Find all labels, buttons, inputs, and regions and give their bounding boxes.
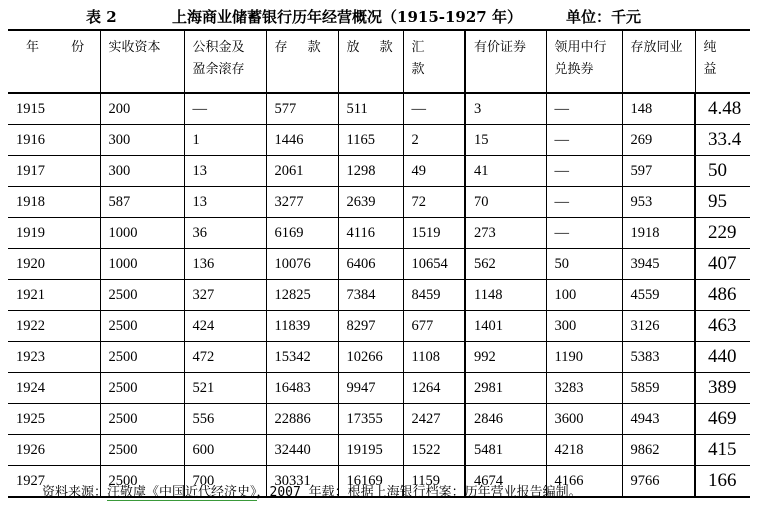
- table-caption: [0, 0, 760, 28]
- table-row: [8, 156, 750, 187]
- cell-reserves: 136: [184, 249, 266, 280]
- cell-reserves: 13: [184, 156, 266, 187]
- cell-remittances: 49: [403, 156, 465, 187]
- cell-net-profit: 389: [695, 373, 750, 404]
- bank-operations-table: [8, 29, 750, 498]
- cell-interbank: 953: [622, 187, 695, 218]
- cell-deposits: 15342: [266, 342, 338, 373]
- cell-year: 1926: [8, 435, 100, 466]
- column-header-reserves: 公积金及 盈余滚存: [184, 30, 266, 93]
- cell-year: 1921: [8, 280, 100, 311]
- table-row: [8, 187, 750, 218]
- cell-deposits: 2061: [266, 156, 338, 187]
- cell-securities: 4674: [465, 466, 546, 498]
- table-row: [8, 404, 750, 435]
- cell-paid-capital: 2500: [100, 435, 184, 466]
- cell-paid-capital: 2500: [100, 373, 184, 404]
- cell-interbank: 5383: [622, 342, 695, 373]
- cell-interbank: 5859: [622, 373, 695, 404]
- cell-securities: 2981: [465, 373, 546, 404]
- cell-remittances: 1108: [403, 342, 465, 373]
- cell-year: 1918: [8, 187, 100, 218]
- cell-loans: 9947: [338, 373, 403, 404]
- cell-securities: 15: [465, 125, 546, 156]
- cell-net-profit: 407: [695, 249, 750, 280]
- cell-loans: 1165: [338, 125, 403, 156]
- cell-year: 1916: [8, 125, 100, 156]
- cell-loans: 511: [338, 93, 403, 125]
- cell-bank-notes: —: [546, 156, 622, 187]
- cell-year: 1924: [8, 373, 100, 404]
- cell-securities: 273: [465, 218, 546, 249]
- cell-interbank: 148: [622, 93, 695, 125]
- cell-securities: 992: [465, 342, 546, 373]
- cell-loans: 1298: [338, 156, 403, 187]
- cell-net-profit: 4.48: [695, 93, 750, 125]
- cell-deposits: 10076: [266, 249, 338, 280]
- cell-securities: 3: [465, 93, 546, 125]
- cell-net-profit: 33.4: [695, 125, 750, 156]
- cell-securities: 5481: [465, 435, 546, 466]
- cell-deposits: 30331: [266, 466, 338, 498]
- cell-remittances: 677: [403, 311, 465, 342]
- cell-paid-capital: 2500: [100, 466, 184, 498]
- cell-year: 1917: [8, 156, 100, 187]
- cell-loans: 10266: [338, 342, 403, 373]
- cell-securities: 1148: [465, 280, 546, 311]
- cell-loans: 8297: [338, 311, 403, 342]
- cell-bank-notes: 1190: [546, 342, 622, 373]
- cell-net-profit: 440: [695, 342, 750, 373]
- cell-net-profit: 166: [695, 466, 750, 498]
- table-row: [8, 218, 750, 249]
- cell-year: 1919: [8, 218, 100, 249]
- cell-loans: 7384: [338, 280, 403, 311]
- cell-paid-capital: 300: [100, 156, 184, 187]
- table-row: [8, 93, 750, 125]
- cell-paid-capital: 2500: [100, 311, 184, 342]
- cell-deposits: 16483: [266, 373, 338, 404]
- cell-interbank: 269: [622, 125, 695, 156]
- header-row: [8, 30, 750, 93]
- column-header-deposits: 存 款: [266, 30, 338, 93]
- cell-year: 1920: [8, 249, 100, 280]
- cell-remittances: 8459: [403, 280, 465, 311]
- cell-interbank: 3945: [622, 249, 695, 280]
- cell-year: 1915: [8, 93, 100, 125]
- cell-interbank: 1918: [622, 218, 695, 249]
- cell-reserves: 36: [184, 218, 266, 249]
- column-header-securities: 有价证券: [465, 30, 546, 93]
- source-book: 汪敬虞《中国近代经济史》: [107, 485, 257, 500]
- cell-deposits: 22886: [266, 404, 338, 435]
- table-row: [8, 249, 750, 280]
- cell-loans: 17355: [338, 404, 403, 435]
- cell-deposits: 32440: [266, 435, 338, 466]
- cell-bank-notes: 4166: [546, 466, 622, 498]
- cell-bank-notes: 50: [546, 249, 622, 280]
- column-header-loans: 放 款: [338, 30, 403, 93]
- cell-loans: 19195: [338, 435, 403, 466]
- cell-deposits: 1446: [266, 125, 338, 156]
- cell-remittances: 1159: [403, 466, 465, 498]
- table-label: 表 2: [86, 8, 117, 26]
- column-header-interbank: 存放同业: [622, 30, 695, 93]
- cell-year: 1927: [8, 466, 100, 498]
- cell-deposits: 11839: [266, 311, 338, 342]
- cell-securities: 562: [465, 249, 546, 280]
- source-note: [42, 481, 582, 500]
- cell-paid-capital: 2500: [100, 280, 184, 311]
- cell-remittances: 1264: [403, 373, 465, 404]
- cell-remittances: 72: [403, 187, 465, 218]
- cell-net-profit: 415: [695, 435, 750, 466]
- cell-net-profit: 229: [695, 218, 750, 249]
- cell-deposits: 12825: [266, 280, 338, 311]
- cell-interbank: 9862: [622, 435, 695, 466]
- source-prefix: 资料来源：: [42, 485, 108, 500]
- column-header-remittances: 汇 款: [403, 30, 465, 93]
- cell-interbank: 597: [622, 156, 695, 187]
- table-row: [8, 280, 750, 311]
- table-title: 上海商业储蓄银行历年经营概况（1915-1927 年）: [172, 8, 522, 26]
- column-header-year: 年 份: [8, 30, 100, 93]
- cell-bank-notes: —: [546, 93, 622, 125]
- cell-bank-notes: —: [546, 125, 622, 156]
- cell-paid-capital: 587: [100, 187, 184, 218]
- cell-securities: 70: [465, 187, 546, 218]
- cell-bank-notes: 300: [546, 311, 622, 342]
- cell-bank-notes: 3600: [546, 404, 622, 435]
- cell-reserves: 700: [184, 466, 266, 498]
- cell-reserves: 472: [184, 342, 266, 373]
- cell-interbank: 3126: [622, 311, 695, 342]
- cell-paid-capital: 200: [100, 93, 184, 125]
- table-row: [8, 435, 750, 466]
- cell-interbank: 9766: [622, 466, 695, 498]
- column-header-net-profit: 纯 益: [695, 30, 750, 93]
- cell-net-profit: 469: [695, 404, 750, 435]
- source-suffix: ，2007 年载：根据上海银行档案：历年营业报告编制。: [256, 485, 582, 500]
- cell-remittances: 1522: [403, 435, 465, 466]
- cell-net-profit: 50: [695, 156, 750, 187]
- cell-securities: 41: [465, 156, 546, 187]
- cell-paid-capital: 1000: [100, 249, 184, 280]
- cell-net-profit: 95: [695, 187, 750, 218]
- cell-deposits: 577: [266, 93, 338, 125]
- cell-deposits: 3277: [266, 187, 338, 218]
- cell-reserves: —: [184, 93, 266, 125]
- cell-loans: 16169: [338, 466, 403, 498]
- cell-interbank: 4943: [622, 404, 695, 435]
- cell-year: 1922: [8, 311, 100, 342]
- cell-paid-capital: 300: [100, 125, 184, 156]
- cell-loans: 6406: [338, 249, 403, 280]
- cell-year: 1923: [8, 342, 100, 373]
- table-row: [8, 373, 750, 404]
- table-row: [8, 311, 750, 342]
- cell-remittances: 2427: [403, 404, 465, 435]
- cell-reserves: 556: [184, 404, 266, 435]
- cell-bank-notes: —: [546, 218, 622, 249]
- column-header-bank-notes: 领用中行 兑换券: [546, 30, 622, 93]
- cell-bank-notes: —: [546, 187, 622, 218]
- cell-net-profit: 486: [695, 280, 750, 311]
- cell-reserves: 521: [184, 373, 266, 404]
- cell-remittances: 2: [403, 125, 465, 156]
- cell-year: 1925: [8, 404, 100, 435]
- column-header-paid-capital: 实收资本: [100, 30, 184, 93]
- cell-deposits: 6169: [266, 218, 338, 249]
- cell-reserves: 13: [184, 187, 266, 218]
- cell-loans: 4116: [338, 218, 403, 249]
- table-row: [8, 125, 750, 156]
- table-header: [8, 30, 750, 93]
- cell-paid-capital: 1000: [100, 218, 184, 249]
- table-body: [8, 93, 750, 497]
- cell-reserves: 600: [184, 435, 266, 466]
- table-row: [8, 342, 750, 373]
- cell-bank-notes: 4218: [546, 435, 622, 466]
- cell-reserves: 1: [184, 125, 266, 156]
- cell-reserves: 424: [184, 311, 266, 342]
- cell-interbank: 4559: [622, 280, 695, 311]
- cell-remittances: 10654: [403, 249, 465, 280]
- cell-securities: 2846: [465, 404, 546, 435]
- cell-net-profit: 463: [695, 311, 750, 342]
- table-unit: 单位：千元: [566, 8, 642, 26]
- cell-bank-notes: 100: [546, 280, 622, 311]
- cell-reserves: 327: [184, 280, 266, 311]
- cell-loans: 2639: [338, 187, 403, 218]
- cell-bank-notes: 3283: [546, 373, 622, 404]
- cell-remittances: 1519: [403, 218, 465, 249]
- cell-paid-capital: 2500: [100, 404, 184, 435]
- cell-securities: 1401: [465, 311, 546, 342]
- cell-paid-capital: 2500: [100, 342, 184, 373]
- cell-remittances: —: [403, 93, 465, 125]
